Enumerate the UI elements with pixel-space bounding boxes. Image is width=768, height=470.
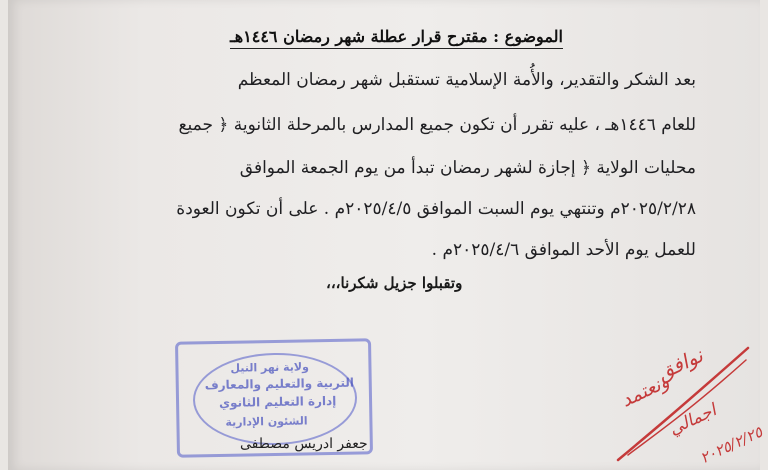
body-line-3: محليات الولاية ﴿ إجازة لشهر رمضان تبدأ من يوم الجمعة الموافق — [239, 158, 696, 178]
stamp-text-line-1: ولاية نهر النيل — [230, 360, 310, 375]
stamp-text-line-4: الشئون الإدارية — [225, 414, 308, 429]
handwritten-approval-line-3: اجمالي — [666, 400, 720, 440]
stamp-text-line-3: إدارة التعليم الثانوي — [218, 393, 337, 410]
body-line-2: للعام ١٤٤٦هـ ، عليه تقرر أن تكون جميع المدارس بالمرحلة الثانوية ﴿ جميع — [178, 115, 696, 135]
handwritten-approval-line-2: ونعتمد — [617, 370, 673, 412]
body-line-4: ٢٠٢٥/٢/٢٨م وتنتهي يوم السبت الموافق ٢٠٢٥/٤/٥م . على أن تكون العودة — [176, 199, 696, 219]
closing-text: وتقبلوا جزيل شكرنا،،، — [326, 274, 463, 292]
subject-heading: الموضوع : مقترح قرار عطلة شهر رمضان ١٤٤٦هـ — [230, 27, 563, 49]
stamp-text-line-2: التربية والتعليم والمعارف — [204, 375, 355, 393]
handwritten-date: ٢٠٢٥/٢/٢٥ — [697, 422, 766, 468]
document-page — [8, 0, 766, 470]
handwritten-approval-line-1: نوافق — [653, 343, 707, 385]
signer-name: جعفر ادريس مصطفى — [240, 436, 368, 452]
body-line-1: بعد الشكر والتقدير، والأُمة الإسلامية تستقبل شهر رمضان المعظم — [237, 70, 696, 90]
body-line-5: للعمل يوم الأحد الموافق ٢٠٢٥/٤/٦م . — [431, 240, 696, 260]
